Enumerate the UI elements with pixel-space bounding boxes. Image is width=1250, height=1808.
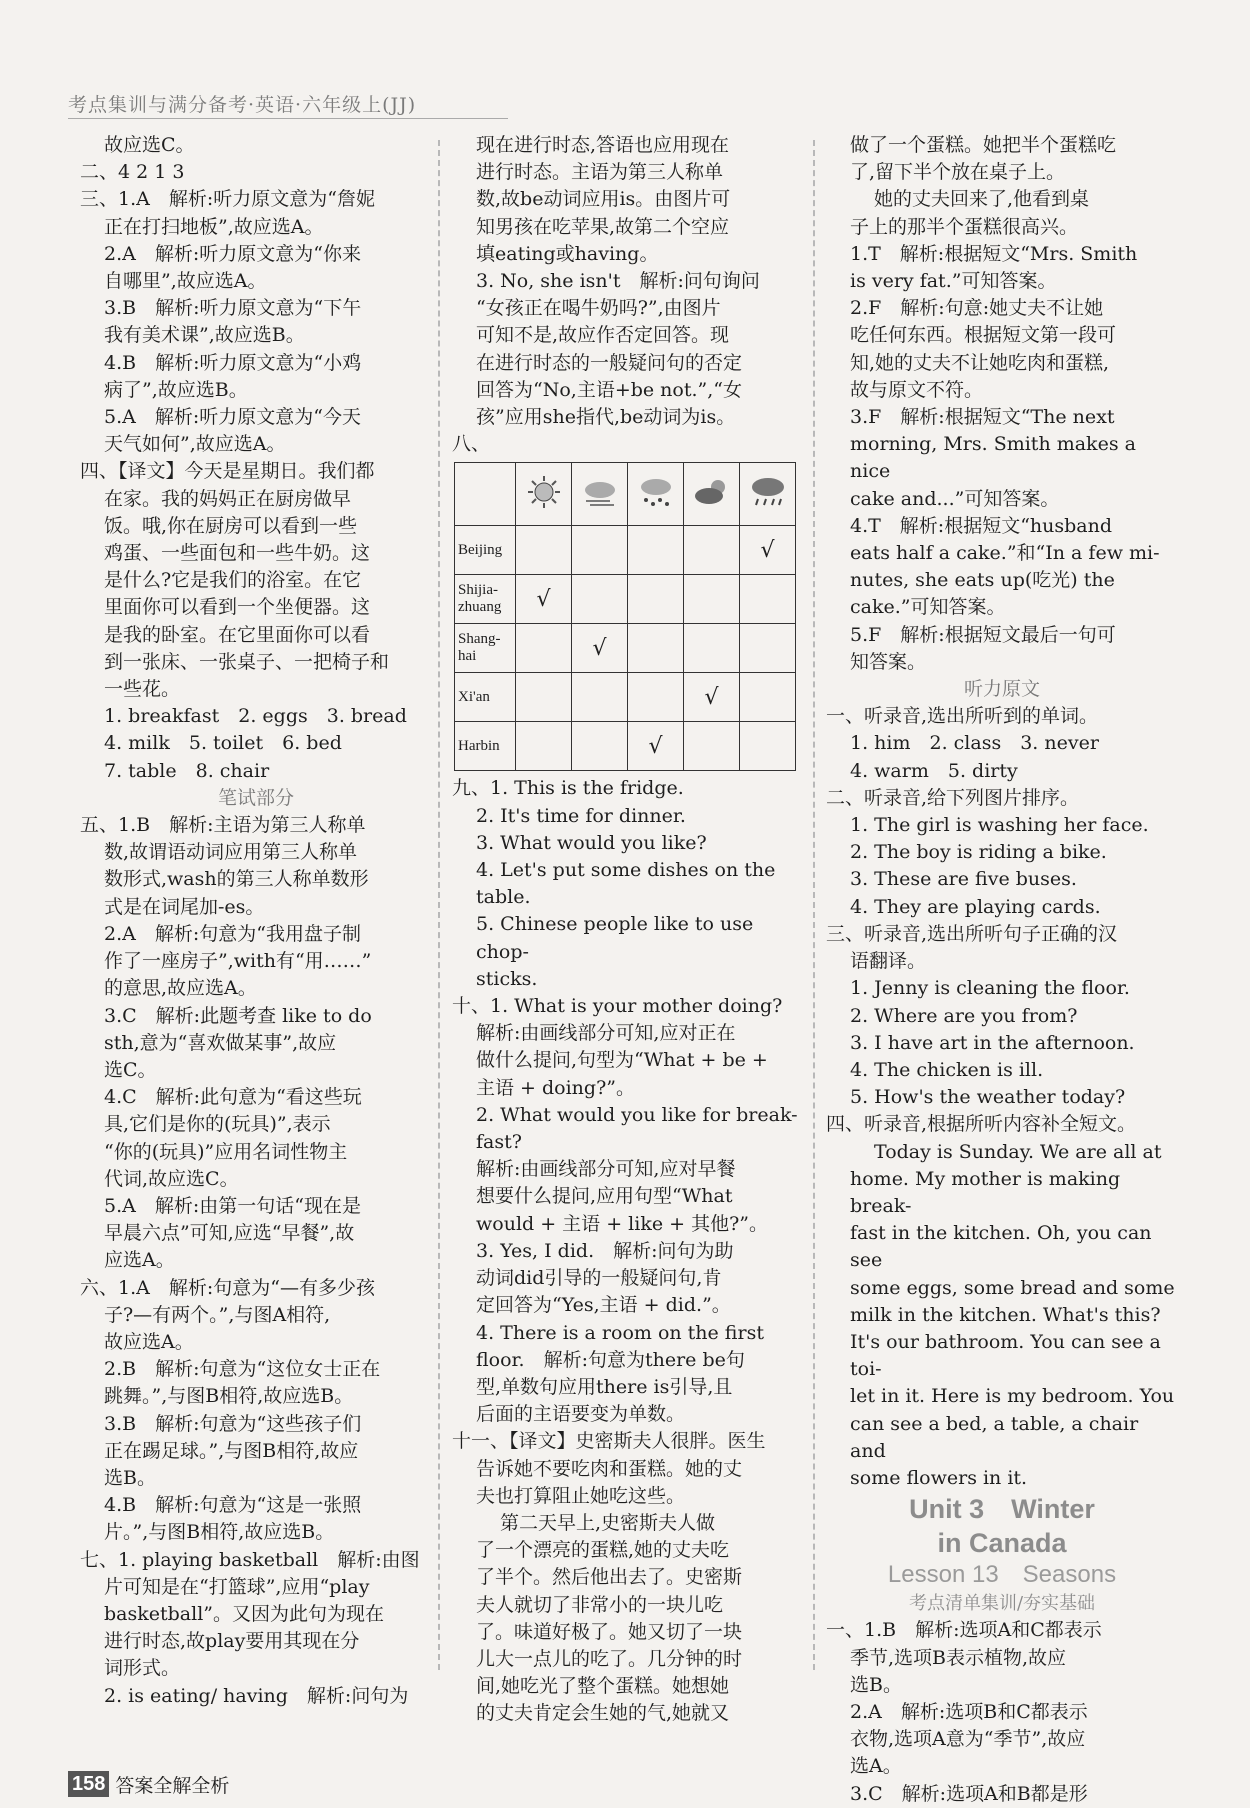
- text-line: 4. milk 5. toilet 6. bed: [104, 732, 342, 755]
- answer-column-1: [80, 132, 432, 1710]
- text-line: eats half a cake.”和“In a few mi-: [850, 542, 1160, 565]
- text-line: 数,故谓语动词应用第三人称单: [104, 841, 358, 864]
- text-line: 鸡蛋、一些面包和一些牛奶。这: [104, 542, 371, 565]
- tick-cell: [628, 624, 684, 673]
- text-line: 2. What would you like for break-: [476, 1103, 798, 1126]
- tick-cell: [516, 624, 572, 673]
- tick-cell: [684, 722, 740, 771]
- snowy-icon: [636, 475, 676, 509]
- weather-row: [455, 624, 796, 673]
- text-line: 病了”,故应选B。: [104, 378, 248, 401]
- text-line: nutes, she eats up(吃光) the: [850, 569, 1115, 592]
- tick-cell: √: [572, 624, 628, 673]
- city-label: Beijing: [455, 526, 516, 575]
- weather-table: [454, 462, 796, 771]
- text-line: 片。”,与图B相符,故应选B。: [104, 1521, 335, 1544]
- text-line: 做了一个蛋糕。她把半个蛋糕吃: [850, 134, 1117, 156]
- text-line: 四、听录音,根据所听内容补全短文。: [826, 1113, 1137, 1136]
- text-line: 1.T 解析:根据短文“Mrs. Smith: [850, 242, 1138, 265]
- text-line: 1. The girl is washing her face.: [850, 814, 1149, 837]
- text-line: 填eating或having。: [476, 242, 659, 265]
- text-line: 5. How's the weather today?: [850, 1086, 1126, 1109]
- text-line: let in it. Here is my bedroom. You: [850, 1385, 1175, 1408]
- text-line: 正在踢足球。”,与图B相符,故应: [104, 1439, 359, 1462]
- tick-cell: √: [516, 575, 572, 624]
- text-line: “你的(玩具)”应用名词性物主: [104, 1140, 348, 1163]
- text-line: 三、听录音,选出所听句子正确的汉: [826, 922, 1118, 945]
- text-line: 3. Yes, I did. 解析:问句为助: [476, 1239, 734, 1262]
- text-line: 是我的卧室。在它里面你可以看: [104, 623, 371, 646]
- text-line: 七、1. playing basketball 解析:由图: [80, 1548, 420, 1571]
- tick-cell: [684, 575, 740, 624]
- text-line: 四、【译文】今天是星期日。我们都: [80, 460, 375, 483]
- text-line: 衣物,选项A意为“季节”,故应: [850, 1728, 1086, 1751]
- text-line: 了,留下半个放在桌子上。: [850, 161, 1066, 184]
- text-line: “女孩正在喝牛奶吗?”,由图片: [476, 297, 721, 320]
- text-line: sticks.: [476, 967, 538, 990]
- text-line: 她的丈夫回来了,他看到桌: [874, 188, 1090, 211]
- text-line: 3. What would you like?: [476, 831, 707, 854]
- text-line: Today is Sunday. We are all at: [874, 1140, 1162, 1163]
- text-line: 听力原文: [963, 678, 1040, 701]
- unit-title-line2: in Canada: [937, 1528, 1067, 1559]
- text-line: is very fat.”可知答案。: [850, 270, 1057, 293]
- text-line: 5.A 解析:听力原文意为“今天: [104, 406, 361, 429]
- text-line: 在进行时态的一般疑问句的否定: [476, 351, 743, 374]
- sunny-icon: [524, 475, 564, 509]
- city-label: Shijia-zhuang: [455, 575, 516, 624]
- text-line: 1. him 2. class 3. never: [850, 732, 1099, 755]
- text-line: 的意思,故应选A。: [104, 977, 257, 1000]
- text-line: 是什么?它是我们的浴室。在它: [104, 569, 362, 592]
- text-line: 告诉她不要吃肉和蛋糕。她的丈: [476, 1457, 743, 1480]
- text-line: 了。味道好极了。她又切了一块: [476, 1620, 743, 1643]
- text-line: milk in the kitchen. What's this?: [850, 1303, 1161, 1326]
- text-line: 解析:由画线部分可知,应对早餐: [476, 1158, 736, 1181]
- tick-cell: [628, 575, 684, 624]
- text-line: 进行时态。主语为第三人称单: [476, 161, 724, 184]
- unit-title: Unit 3 Winter: [909, 1494, 1095, 1525]
- answer-column-2: [452, 132, 804, 1728]
- text-line: can see a bed, a table, a chair and: [850, 1412, 1139, 1462]
- text-line: 儿大一点儿的吃了。几分钟的时: [476, 1647, 743, 1670]
- text-line: 语翻译。: [850, 950, 927, 973]
- text-line: 1. Jenny is cleaning the floor.: [850, 977, 1130, 1000]
- text-line: basketball”。又因为此句为现在: [104, 1602, 384, 1625]
- text-line: 2.A 解析:选项B和C都表示: [850, 1700, 1088, 1723]
- text-line: 吃任何东西。根据短文第一段可: [850, 324, 1117, 347]
- text-line: 4. The chicken is ill.: [850, 1058, 1044, 1081]
- column-divider: [438, 140, 440, 1670]
- text-line: 3.C 解析:此题考查 like to do: [104, 1004, 372, 1027]
- text-line: 4. There is a room on the first: [476, 1321, 764, 1344]
- tick-cell: √: [740, 526, 796, 575]
- cloudy-icon: [692, 475, 732, 509]
- text-line: 4. warm 5. dirty: [850, 759, 1018, 782]
- tick-cell: [740, 624, 796, 673]
- text-line: 孩”应用she指代,be动词为is。: [476, 406, 736, 429]
- text-line: 做什么提问,句型为“What + be +: [476, 1049, 768, 1072]
- weather-icon-row: [455, 463, 796, 526]
- text-line: 4. They are playing cards.: [850, 895, 1101, 918]
- text-line: 一些花。: [104, 678, 181, 701]
- rainy-icon: [748, 475, 788, 509]
- text-line: It's our bathroom. You can see a toi-: [850, 1330, 1161, 1381]
- tick-cell: [572, 575, 628, 624]
- tick-cell: [740, 575, 796, 624]
- tick-cell: [740, 673, 796, 722]
- tick-cell: √: [684, 673, 740, 722]
- text-line: sth,意为“喜欢做某事”,故应: [104, 1031, 337, 1054]
- text-line: 第二天早上,史密斯夫人做: [500, 1511, 716, 1534]
- lesson-title: Lesson 13 Seasons: [887, 1561, 1117, 1589]
- text-line: 数形式,wash的第三人称单数形: [104, 868, 369, 891]
- text-line: 五、1.B 解析:主语为第三人称单: [80, 814, 366, 837]
- text-line: 3. These are five buses.: [850, 868, 1077, 891]
- tick-cell: [572, 722, 628, 771]
- city-label: Shang-hai: [455, 624, 516, 673]
- text-line: 选B。: [104, 1466, 156, 1489]
- text-line: fast?: [476, 1131, 522, 1154]
- text-line: 应选A。: [104, 1249, 175, 1272]
- text-line: 十一、【译文】史密斯夫人很胖。医生: [452, 1430, 766, 1453]
- text-line: 故应选A。: [104, 1330, 194, 1353]
- text-line: 十、1. What is your mother doing?: [452, 995, 783, 1018]
- text-line: 在家。我的妈妈正在厨房做早: [104, 487, 352, 510]
- text-line: 2.B 解析:句意为“这位女士正在: [104, 1358, 381, 1381]
- text-line: 作了一座房子”,with有“用……”: [104, 950, 372, 973]
- text-line: 早晨六点”可知,应选“早餐”,故: [104, 1222, 355, 1245]
- text-line: 3.B 解析:听力原文意为“下午: [104, 297, 362, 320]
- tick-cell: [684, 624, 740, 673]
- text-line: 3. I have art in the afternoon.: [850, 1031, 1135, 1054]
- page-footer: [68, 1771, 229, 1797]
- text-line: 4.C 解析:此句意为“看这些玩: [104, 1086, 362, 1109]
- text-line: 九、1. This is the fridge.: [452, 777, 684, 800]
- text-line: 三、1.A 解析:听力原文意为“詹妮: [80, 188, 375, 211]
- tick-cell: [516, 526, 572, 575]
- text-line: 可知不是,故应作否定回答。现: [476, 324, 730, 347]
- tick-cell: [684, 526, 740, 575]
- running-header: 考点集训与满分备考·英语·六年级上(JJ): [68, 90, 508, 119]
- text-line: 选B。: [850, 1673, 902, 1696]
- text-line: 季节,选项B表示植物,故应: [850, 1646, 1067, 1669]
- text-line: 到一张床、一张桌子、一把椅子和: [104, 650, 390, 673]
- text-line: 了一个漂亮的蛋糕,她的丈夫吃: [476, 1539, 730, 1562]
- tick-cell: [572, 673, 628, 722]
- text-line: 六、1.A 解析:句意为“—有多少孩: [80, 1276, 375, 1299]
- text-line: morning, Mrs. Smith makes a nice: [850, 433, 1136, 483]
- text-line: 式是在词尾加-es。: [104, 895, 265, 918]
- text-line: 天气如何”,故应选A。: [104, 433, 286, 456]
- text-line: 型,单数句应用there is引导,且: [476, 1375, 733, 1398]
- weather-row: [455, 673, 796, 722]
- footer-label: 答案全解全析: [115, 1774, 230, 1797]
- text-line: 知答案。: [850, 650, 927, 673]
- text-line: 5.F 解析:根据短文最后一句可: [850, 623, 1116, 646]
- text-line: 主语 + doing?”。: [476, 1076, 635, 1099]
- text-line: 里面你可以看到一个坐便器。这: [104, 596, 371, 619]
- text-line: 正在打扫地板”,故应选A。: [104, 215, 324, 238]
- text-line: 3. No, she isn't 解析:问句询问: [476, 270, 760, 293]
- text-line: some eggs, some bread and some: [850, 1276, 1175, 1299]
- column-divider: [813, 140, 815, 1670]
- text-line: 进行时态,故play要用其现在分: [104, 1630, 360, 1653]
- tick-cell: [740, 722, 796, 771]
- text-line: 4.B 解析:听力原文意为“小鸡: [104, 351, 362, 374]
- text-line: 2. is eating/ having 解析:问句为: [104, 1684, 409, 1707]
- weather-row: [455, 526, 796, 575]
- text-line: table.: [476, 886, 531, 909]
- text-line: 一、听录音,选出所听到的单词。: [826, 705, 1099, 728]
- text-line: 知,她的丈夫不让她吃肉和蛋糕,: [850, 351, 1110, 374]
- text-line: 7. table 8. chair: [104, 759, 270, 782]
- text-line: 子?—有两个。”,与图A相符,: [104, 1303, 331, 1326]
- text-line: 自哪里”,故应选A。: [104, 270, 267, 293]
- text-line: 具,它们是你的(玩具)”,表示: [104, 1113, 331, 1136]
- text-line: 5.A 解析:由第一句话“现在是: [104, 1194, 361, 1217]
- text-line: 饭。哦,你在厨房可以看到一些: [104, 514, 358, 537]
- text-line: 子上的那半个蛋糕很高兴。: [850, 215, 1079, 238]
- text-line: 2. It's time for dinner.: [476, 804, 686, 827]
- tick-cell: √: [628, 722, 684, 771]
- table-corner: [455, 463, 516, 526]
- weather-row: [455, 575, 796, 624]
- text-line: 知男孩在吃苹果,故第二个空应: [476, 215, 730, 238]
- text-line: would + 主语 + like + 其他?”。: [476, 1212, 768, 1235]
- text-line: 3.B 解析:句意为“这些孩子们: [104, 1412, 362, 1435]
- text-line: 选C。: [104, 1058, 157, 1081]
- text-line: cake and...”可知答案。: [850, 487, 1060, 510]
- text-line: 二、听录音,给下列图片排序。: [826, 786, 1080, 809]
- text-line: 2. Where are you from?: [850, 1004, 1078, 1027]
- text-line: 后面的主语要变为单数。: [476, 1403, 686, 1426]
- section-subtitle: 考点清单集训/夯实基础: [908, 1593, 1096, 1615]
- tick-cell: [572, 526, 628, 575]
- text-line: 4.B 解析:句意为“这是一张照: [104, 1494, 362, 1517]
- text-line: 3.F 解析:根据短文“The next: [850, 406, 1115, 429]
- text-line: floor. 解析:句意为there be句: [476, 1348, 745, 1371]
- text-line: 回答为“No,主语+be not.”,“女: [476, 378, 743, 401]
- tick-cell: [516, 722, 572, 771]
- weather-row: [455, 722, 796, 771]
- text-line: 2.A 解析:听力原文意为“你来: [104, 242, 361, 265]
- text-line: 1. breakfast 2. eggs 3. bread: [104, 705, 407, 728]
- text-line: 故应选C。: [104, 134, 195, 156]
- text-line: 选A。: [850, 1755, 902, 1778]
- tick-cell: [516, 673, 572, 722]
- text-line: 了半个。然后他出去了。史密斯: [476, 1566, 743, 1589]
- text-line: 笔试部分: [217, 786, 294, 809]
- text-line: 4. Let's put some dishes on the: [476, 859, 776, 882]
- city-label: Harbin: [455, 722, 516, 771]
- text-line: 现在进行时态,答语也应用现在: [476, 134, 730, 156]
- text-line: cake.”可知答案。: [850, 596, 1006, 619]
- text-line: 一、1.B 解析:选项A和C都表示: [826, 1619, 1102, 1642]
- text-line: 片可知是在“打篮球”,应用“play: [104, 1575, 370, 1598]
- text-line: 动词did引导的一般疑问句,肯: [476, 1267, 722, 1290]
- text-line: 3.C 解析:选项A和B都是形: [850, 1782, 1088, 1805]
- tick-cell: [628, 673, 684, 722]
- text-line: 解析:由画线部分可知,应对正在: [476, 1022, 736, 1045]
- text-line: 代词,故应选C。: [104, 1167, 239, 1190]
- text-line: fast in the kitchen. Oh, you can see: [850, 1222, 1152, 1272]
- windy-icon: [580, 475, 620, 509]
- text-line: 数,故be动词应用is。由图片可: [476, 188, 731, 211]
- text-line: 故与原文不符。: [850, 378, 984, 401]
- text-line: 我有美术课”,故应选B。: [104, 324, 305, 347]
- text-line: 2. The boy is riding a bike.: [850, 841, 1107, 864]
- text-line: 夫也打算阻止她吃这些。: [476, 1484, 686, 1507]
- text-line: 想要什么提问,应用句型“What: [476, 1185, 733, 1208]
- text-line: 词形式。: [104, 1657, 181, 1680]
- text-line: 定回答为“Yes,主语 + did.”。: [476, 1294, 731, 1317]
- text-line: 2.F 解析:句意:她丈夫不让她: [850, 297, 1104, 320]
- text-line: 二、4 2 1 3: [80, 161, 185, 184]
- text-line: 夫人就切了非常小的一块儿吃: [476, 1593, 724, 1616]
- text-line: 八、: [452, 433, 491, 456]
- city-label: Xi'an: [455, 673, 516, 722]
- answer-column-3: [826, 132, 1178, 1808]
- text-line: 跳舞。”,与图B相符,故应选B。: [104, 1385, 354, 1408]
- text-line: home. My mother is making break-: [850, 1167, 1121, 1217]
- text-line: 4.T 解析:根据短文“husband: [850, 514, 1113, 537]
- page-number: 158: [68, 1771, 109, 1797]
- text-line: 2.A 解析:句意为“我用盘子制: [104, 922, 361, 945]
- text-line: 5. Chinese people like to use chop-: [476, 913, 754, 963]
- text-line: 间,她吃光了整个蛋糕。她想她: [476, 1675, 730, 1698]
- text-line: some flowers in it.: [850, 1466, 1028, 1489]
- tick-cell: [628, 526, 684, 575]
- text-line: 的丈夫肯定会生她的气,她就又: [476, 1702, 730, 1725]
